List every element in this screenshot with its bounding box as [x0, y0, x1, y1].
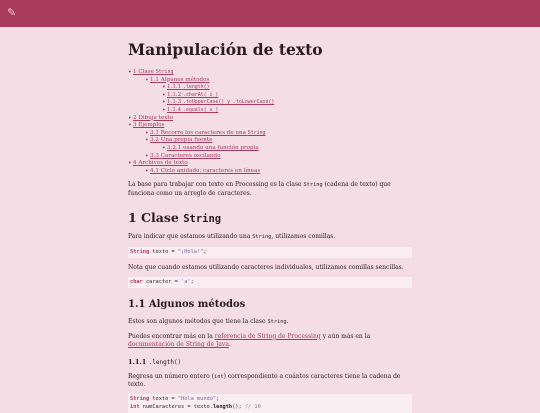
toc-link-3-2[interactable]: 3.2 Una propia fuente: [150, 137, 213, 144]
toc-item: [145, 168, 412, 176]
code-block: char caracter = 'a';: [128, 277, 412, 288]
logo-icon[interactable]: ✎: [7, 6, 17, 19]
paragraph: Para indicar que estamos utilizando una String, utilizamos comillas.: [128, 233, 336, 241]
main-content: [128, 40, 412, 413]
toc-item: [162, 92, 412, 100]
processing-reference-link[interactable]: referencia de String de Processing: [214, 332, 321, 340]
toc-item: [162, 145, 412, 153]
table-of-contents: [128, 69, 412, 175]
toc-item: [128, 160, 412, 175]
intro-paragraph: La base para trabajar con texto en Processing es la clase String (cadena de texto) que funciona como un arreglo de caracteres.: [128, 181, 391, 197]
section-heading: 1 Clase String: [128, 210, 222, 226]
toc-item: [145, 137, 412, 152]
toc-link-1-1-1[interactable]: 1.1.1 .length(): [167, 84, 210, 91]
toc-link-1-1-2[interactable]: 1.1.2 .charAt( i ): [167, 91, 219, 98]
top-bar: [0, 0, 540, 27]
toc-item: [162, 84, 412, 92]
toc-item: [128, 69, 412, 115]
paragraph: Nota que cuando estamos utilizando caracteres individuales, utilizamos comillas sencillas.: [128, 263, 404, 271]
toc-link-3[interactable]: 3 Ejemplos: [133, 122, 165, 129]
toc-item: [162, 99, 412, 107]
toc-link-3-3[interactable]: 3.3 Caracteres oscilando: [150, 152, 221, 159]
paragraph: Regresa un número entero (int) correspondiente a cuántos caracteres tiene la cadena de texto.: [128, 372, 401, 388]
subsection-heading: 1.1 Algunos métodos: [128, 299, 246, 311]
toc-link-2[interactable]: 2 Dibuja texto: [133, 114, 173, 121]
toc-link-1-1[interactable]: 1.1 Algunos métodos: [150, 76, 210, 83]
code-block: String texto = "¡Hola!";: [128, 247, 412, 258]
toc-link-4[interactable]: 4 Archivos de texto: [133, 160, 188, 167]
paragraph: Puedes encontrar más en la referencia de String de Processing y aún más en la documentación de String de Java.: [128, 332, 371, 349]
code-block: String texto = "Hola mundo"; int numCaracteres = texto.length(); // 10: [128, 394, 412, 412]
toc-item: [162, 107, 412, 115]
subsubsection-heading: 1.1.1 .length(): [128, 357, 182, 366]
toc-link-3-1[interactable]: 3.1 Recorre los caracteres de una String: [150, 129, 266, 136]
paragraph: Estos son algunos métodos que tiene la clase String.: [128, 318, 289, 326]
toc-item: [145, 130, 412, 138]
toc-item: [128, 122, 412, 160]
toc-link-3-2-1[interactable]: 3.2.1 usando una función propia: [167, 144, 259, 151]
page-title: Manipulación de texto: [128, 40, 323, 59]
toc-link-4-1[interactable]: 4.1 Ciclo anidado: caracteres en líneas: [150, 167, 261, 174]
toc-item: [145, 153, 412, 161]
toc-item: [128, 115, 412, 123]
java-documentation-link[interactable]: documentación de String de Java: [128, 341, 229, 349]
toc-link-1[interactable]: 1 Clase String: [133, 69, 174, 75]
toc-link-1-1-3[interactable]: 1.1.3 .toUpperCase() y .toLowerCase(): [167, 99, 275, 106]
toc-item: [145, 77, 412, 115]
toc-link-1-1-4[interactable]: 1.1.4 .equals( s ): [167, 106, 219, 113]
